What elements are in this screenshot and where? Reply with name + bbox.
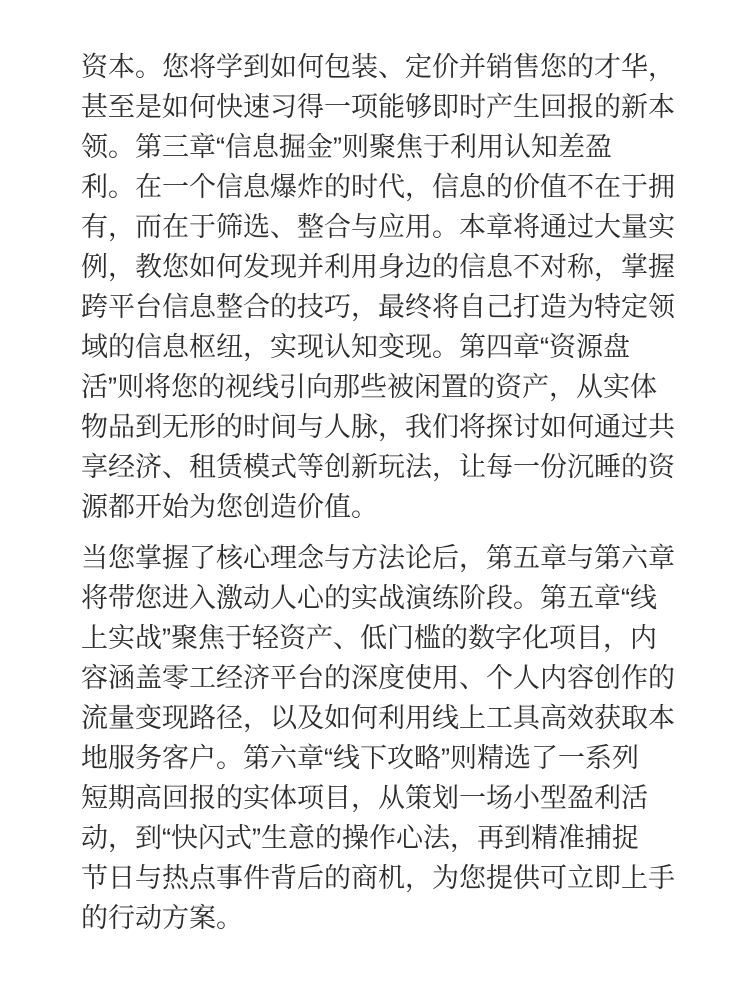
text-line: 流量变现路径，以及如何利用线上工具高效获取本	[81, 703, 675, 733]
text-line: 利。在一个信息爆炸的时代，信息的价值不在于拥	[81, 172, 675, 202]
text-line: 活”则将您的视线引向那些被闲置的资产，从实体	[81, 372, 657, 402]
text-line: 动，到“快闪式”生意的操作心法，再到精准捕捉	[81, 823, 639, 853]
text-line: 有，而在于筛选、整合与应用。本章将通过大量实	[81, 212, 675, 242]
paragraph-1	[81, 47, 680, 527]
text-line: 域的信息枢纽，实现认知变现。第四章“资源盘	[81, 332, 630, 362]
text-line: 享经济、租赁模式等创新玩法，让每一份沉睡的资	[81, 452, 675, 482]
text-line: 的行动方案。	[81, 903, 243, 933]
paragraph-2	[81, 538, 680, 938]
text-line: 资本。您将学到如何包装、定价并销售您的才华，	[81, 52, 675, 82]
text-line: 甚至是如何快速习得一项能够即时产生回报的新本	[81, 92, 675, 122]
text-line: 短期高回报的实体项目，从策划一场小型盈利活	[81, 783, 648, 813]
text-line: 上实战”聚焦于轻资产、低门槛的数字化项目，内	[81, 623, 657, 653]
text-line: 地服务客户。第六章“线下攻略”则精选了一系列	[81, 743, 639, 773]
text-line: 当您掌握了核心理念与方法论后，第五章与第六章	[81, 543, 675, 573]
text-line: 例，教您如何发现并利用身边的信息不对称，掌握	[81, 252, 675, 282]
text-line: 领。第三章“信息掘金”则聚焦于利用认知差盈	[81, 132, 612, 162]
text-line: 物品到无形的时间与人脉，我们将探讨如何通过共	[81, 412, 675, 442]
text-line: 源都开始为您创造价值。	[81, 492, 378, 522]
text-line: 节日与热点事件背后的商机，为您提供可立即上手	[81, 863, 675, 893]
text-line: 跨平台信息整合的技巧，最终将自己打造为特定领	[81, 292, 675, 322]
text-line: 将带您进入激动人心的实战演练阶段。第五章“线	[81, 583, 657, 613]
text-line: 容涵盖零工经济平台的深度使用、个人内容创作的	[81, 663, 675, 693]
text-content	[81, 47, 680, 938]
